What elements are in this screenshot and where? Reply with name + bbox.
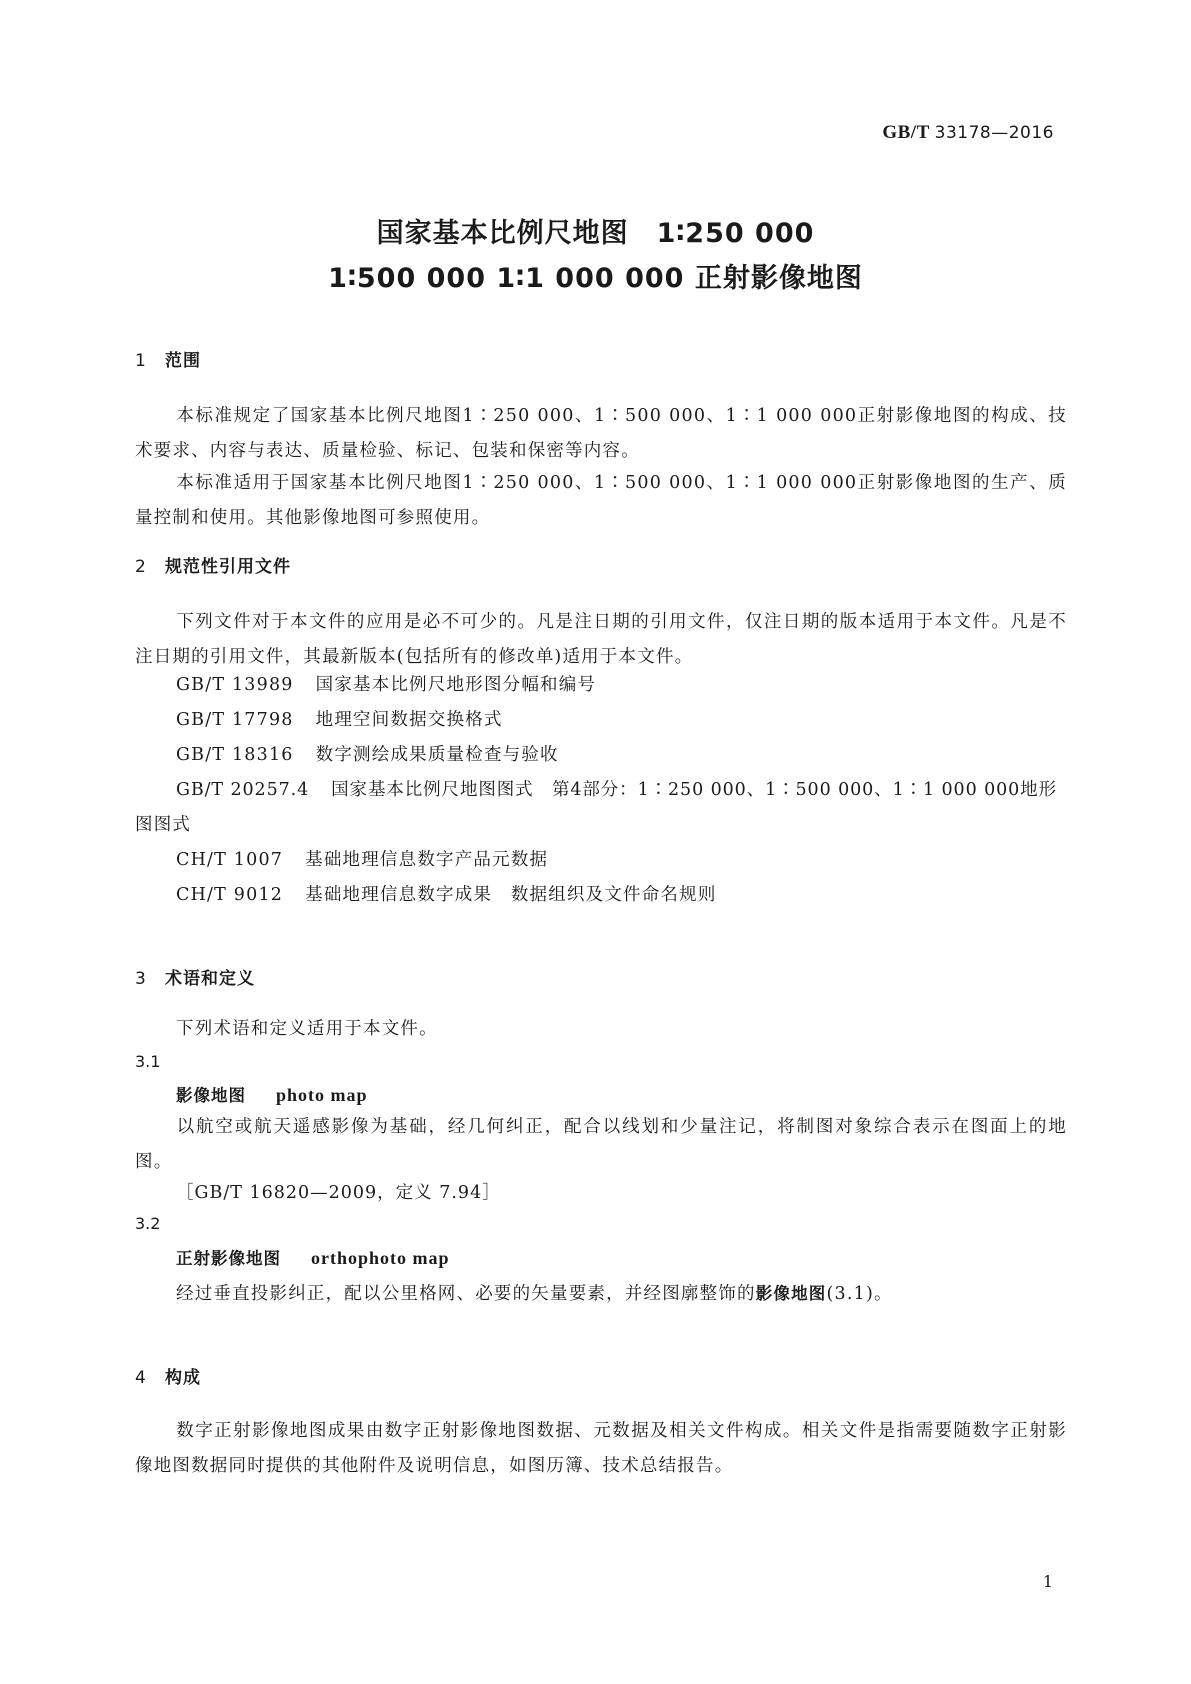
term-number: 3.2 (135, 1214, 161, 1233)
reference-item: GB/T 17798 地理空间数据交换格式 (176, 710, 503, 730)
reference-item: GB/T 18316 数字测绘成果质量检查与验收 (176, 745, 559, 765)
paragraph-composition: 数字正射影像地图成果由数字正射影像地图数据、元数据及相关文件构成。相关文件是指需要随数字正射影像地图数据同时提供的其他附件及说明信息，如图历簿、技术总结报告。 (135, 1421, 1067, 1476)
page-number: 1 (1042, 1572, 1053, 1591)
reference-item: GB/T 20257.4 国家基本比例尺地图图式 第4部分：1∶250 000、1∶500 000、1∶1 000 000地形 (176, 780, 1057, 800)
section-heading-1 (135, 346, 201, 371)
section-title: 构成 (165, 1368, 201, 1388)
section-title: 规范性引用文件 (165, 557, 291, 577)
paragraph-scope-2: 本标准适用于国家基本比例尺地图1∶250 000、1∶500 000、1∶1 000 000正射影像地图的生产、质量控制和使用。其他影像地图可参照使用。 (135, 473, 1067, 528)
term-entry (176, 1082, 368, 1106)
paragraph-references-intro: 下列文件对于本文件的应用是必不可少的。凡是注日期的引用文件，仅注日期的版本适用于本文件。凡是不注日期的引用文件，其最新版本(包括所有的修改单)适用于本文件。 (135, 612, 1067, 667)
term-definition: 以航空或航天遥感影像为基础，经几何纠正，配合以线划和少量注记，将制图对象综合表示在图面上的地图。 (135, 1117, 1067, 1172)
term-definition: 经过垂直投影纠正，配以公里格网、必要的矢量要素，并经图廓整饰的影像地图(3.1)。 (176, 1284, 893, 1304)
standard-prefix: GB/T (882, 122, 930, 143)
reference-item: CH/T 1007 基础地理信息数字产品元数据 (176, 850, 549, 870)
term-chinese: 正射影像地图 (176, 1249, 281, 1268)
section-number: 2 (135, 557, 147, 577)
paragraph-terms-intro: 下列术语和定义适用于本文件。 (176, 1019, 438, 1039)
term-number: 3.1 (135, 1052, 161, 1071)
title-line-2: 1∶500 000 1∶1 000 000 正射影像地图 (328, 263, 863, 294)
section-heading-3 (135, 964, 255, 989)
term-english: photo map (276, 1085, 368, 1105)
section-number: 4 (135, 1368, 147, 1388)
reference-item: CH/T 9012 基础地理信息数字成果 数据组织及文件命名规则 (176, 885, 717, 905)
term-chinese: 影像地图 (176, 1086, 246, 1105)
standard-code (882, 122, 1054, 144)
section-number: 1 (135, 351, 147, 371)
section-number: 3 (135, 969, 147, 989)
section-heading-4 (135, 1363, 201, 1388)
term-cross-reference: 影像地图 (755, 1284, 827, 1303)
section-heading-2 (135, 552, 291, 577)
term-source: ［GB/T 16820—2009，定义 7.94］ (176, 1183, 501, 1203)
section-title: 范围 (165, 351, 201, 371)
term-english: orthophoto map (311, 1248, 450, 1268)
reference-item-continuation: 图图式 (135, 815, 192, 835)
section-title: 术语和定义 (165, 969, 255, 989)
reference-item: GB/T 13989 国家基本比例尺地形图分幅和编号 (176, 675, 597, 695)
standard-number: 33178—2016 (934, 123, 1054, 143)
title-line-1: 国家基本比例尺地图 1∶250 000 (376, 218, 815, 249)
term-entry (176, 1245, 450, 1269)
paragraph-scope-1: 本标准规定了国家基本比例尺地图1∶250 000、1∶500 000、1∶1 000 000正射影像地图的构成、技术要求、内容与表达、质量检验、标记、包装和保密等内容。 (135, 406, 1067, 461)
